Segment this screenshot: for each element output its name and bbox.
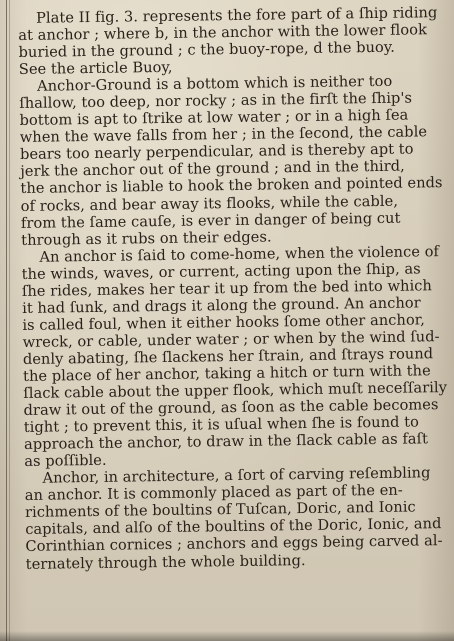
- text-line: of rocks, and bear away its flooks, while the cable,: [20, 192, 399, 215]
- text-line: ternately through the whole building.: [25, 551, 306, 573]
- text-line: tight ; to prevent this, it is uſual when ſhe is found to: [23, 413, 420, 437]
- text-line: is called foul, when it either hooks ſome other anchor,: [22, 311, 425, 334]
- text-line: when the wave falls from her ; in the ſecond, the cable: [19, 123, 428, 147]
- text-line: approach the anchor, to draw in the ſlack cable as faſt: [23, 430, 429, 454]
- text-line: draw it out of the ground, as ſoon as the cable becomes: [23, 396, 439, 420]
- text-line: as poſſible.: [24, 452, 107, 471]
- text-line: buried in the ground ; c the buoy-rope, d the buoy.: [18, 38, 395, 62]
- text-line: from the ſame cauſe, is ever in danger of being cut: [20, 209, 401, 232]
- text-line: ſhallow, too deep, nor rocky ; as in the firſt the ſhip's: [19, 89, 413, 113]
- text-line: bottom is apt to ſtrike at low water ; or in a high ſea: [19, 106, 409, 130]
- column-rule-inner: [9, 0, 10, 641]
- page-text: [18, 4, 450, 572]
- text-line: Plate II fig. 3. represents the fore part of a ſhip riding: [35, 4, 438, 27]
- text-line: an anchor. It is commonly placed as part of the en-: [24, 481, 403, 505]
- text-line: Anchor, in architecture, a ſort of carving reſembling: [42, 464, 431, 487]
- text-line: the anchor is liable to hook the broken and pointed ends: [20, 174, 443, 198]
- text-line: Anchor-Ground is a bottom which is neither too: [36, 72, 393, 95]
- column-rule: [6, 0, 7, 641]
- text-line: capitals, and alſo of the boultins of the Doric, Ionic, and: [25, 515, 442, 539]
- text-line: richments of the boultins of Tuſcan, Doric, and Ionic: [24, 498, 416, 522]
- text-line: ſhe rides, makes her tear it up from the bed into which: [21, 276, 433, 300]
- text-line: jerk the anchor out of the ground ; and in the third,: [20, 158, 405, 181]
- text-line: the winds, waves, or current, acting upon the ſhip, as: [21, 260, 421, 283]
- text-line: denly abating, ſhe ſlackens her ſtrain, and ſtrays round: [22, 345, 434, 368]
- text-line: the place of her anchor, taking a hitch or turn with the: [22, 362, 431, 385]
- text-line: wreck, or cable, under water ; or when by the wind ſud-: [22, 328, 440, 351]
- page-edge-shadow: [0, 631, 454, 641]
- text-line: Corinthian cornices ; anchors and eggs being carved al-: [25, 532, 443, 556]
- text-line: An anchor is ſaid to come-home, when the violence of: [39, 242, 440, 266]
- text-line: it had ſunk, and drags it along the ground. An anchor: [22, 294, 421, 317]
- text-line: bears too nearly perpendicular, and is thereby apt to: [19, 140, 414, 164]
- text-line: through as it rubs on their edges.: [21, 228, 272, 249]
- text-line: See the article Buoy,: [18, 58, 173, 79]
- text-line: at anchor ; where b, in the anchor with the lower flook: [18, 21, 428, 45]
- text-line: ſlack cable about the upper flook, which muſt neceſſarily: [23, 379, 448, 402]
